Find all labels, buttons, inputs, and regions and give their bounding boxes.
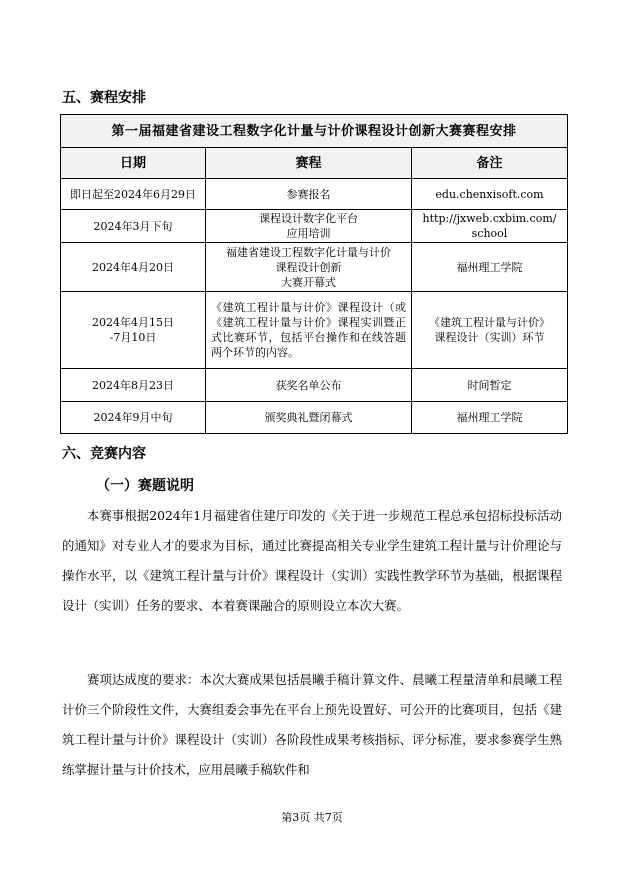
table-row: [61, 210, 568, 243]
paragraph-intro: 本赛事根据2024年1月福建省住建厅印发的《关于进一步规范工程总承包招标投标活动的通知》对专业人才的要求为目标，通过比赛提高相关专业学生建筑工程计量与计价理论与操作水平，以《建筑工程计量与计价》课程设计（实训）实践性教学环节为基础，根据课程设计（实训）任务的要求、本着赛课融合的原则设立本次大赛。: [62, 508, 562, 613]
column-header-date: 日期: [61, 148, 206, 179]
page-number: 第3页 共7页: [281, 811, 343, 824]
subsection-heading: （一）赛题说明: [96, 478, 194, 494]
cell-event: 课程设计数字化平台 应用培训: [206, 210, 412, 243]
cell-note: http://jxweb.cxbim.com/ school: [412, 210, 568, 243]
table-row: [61, 292, 568, 369]
cell-date: 2024年4月20日: [61, 243, 206, 292]
table-row: [61, 402, 568, 434]
column-header-note: 备注: [412, 148, 568, 179]
cell-note: 时间暂定: [412, 369, 568, 402]
cell-date: 2024年4月15日 -7月10日: [61, 292, 206, 369]
column-header-event: 赛程: [206, 148, 412, 179]
cell-event: 《建筑工程计量与计价》课程设计（或《建筑工程计量与计价》课程实训暨正式比赛环节，包括平台操作和在线答题两个环节的内容。: [206, 292, 412, 369]
cell-event: 获奖名单公布: [206, 369, 412, 402]
section-heading-content: 六、竞赛内容: [62, 446, 146, 462]
cell-event: 参赛报名: [206, 179, 412, 210]
cell-note: 福州理工学院: [412, 243, 568, 292]
cell-note: edu.chenxisoft.com: [412, 179, 568, 210]
table-caption: 第一届福建省建设工程数字化计量与计价课程设计创新大赛赛程安排: [61, 115, 568, 148]
paragraph-requirements: 赛项达成度的要求：本次大赛成果包括晨曦手稿计算文件、晨曦工程量清单和晨曦工程计价三个阶段性文件，大赛组委会事先在平台上预先设置好、可公开的比赛项目，包括《建筑工程计量与计价》课程设计（实训）各阶段性成果考核指标、评分标准，要求参赛学生熟练掌握计量与计价技术，应用晨曦手稿软件和: [62, 672, 562, 777]
cell-date: 2024年3月下旬: [61, 210, 206, 243]
cell-event: 颁奖典礼暨闭幕式: [206, 402, 412, 434]
cell-event: 福建省建设工程数字化计量与计价 课程设计创新 大赛开幕式: [206, 243, 412, 292]
cell-date: 2024年8月23日: [61, 369, 206, 402]
table-row: [61, 179, 568, 210]
cell-note: 福州理工学院: [412, 402, 568, 434]
table-row: [61, 243, 568, 292]
section-heading-schedule: 五、赛程安排: [62, 90, 146, 106]
schedule-table: [60, 114, 568, 434]
cell-date: 即日起至2024年6月29日: [61, 179, 206, 210]
table-row: [61, 369, 568, 402]
cell-note: 《建筑工程计量与计价》 课程设计（实训）环节: [412, 292, 568, 369]
cell-date: 2024年9月中旬: [61, 402, 206, 434]
